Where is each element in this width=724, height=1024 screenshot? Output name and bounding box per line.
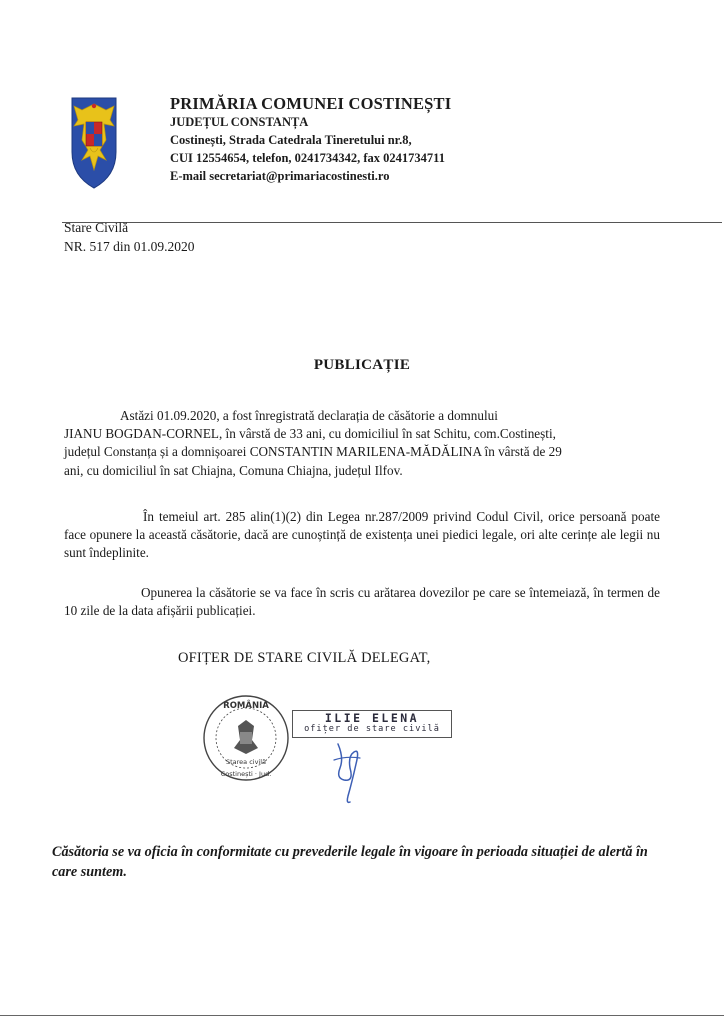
svg-text:Starea civilă: Starea civilă xyxy=(225,758,267,766)
legal-basis-paragraph xyxy=(64,508,660,563)
footer-note: Căsătoria se va oficia în conformitate cu prevederile legale în vigoare în perioada situației de alertă în care suntem. xyxy=(52,844,648,880)
stamp-role: ofițer de stare civilă xyxy=(304,724,440,734)
declaration-paragraph xyxy=(64,407,664,480)
document-title: PUBLICAȚIE xyxy=(313,357,411,373)
round-seal-icon xyxy=(200,692,292,784)
svg-text:ROMÂNIA: ROMÂNIA xyxy=(223,701,269,711)
svg-text:Costinești · Jud.: Costinești · Jud. xyxy=(220,770,272,778)
coat-of-arms-icon xyxy=(70,94,118,190)
paragraph-line: JIANU BOGDAN-CORNEL, în vârstă de 33 ani, cu domiciliul în sat Schitu, com.Costinești, xyxy=(64,426,556,442)
officer-title: OFIȚER DE STARE CIVILĂ DELEGAT, xyxy=(178,650,431,666)
institution-header xyxy=(170,94,451,185)
handwritten-signature-icon xyxy=(330,738,370,808)
institution-name: PRIMĂRIA COMUNEI COSTINEȘTI xyxy=(170,94,452,113)
page-bottom-edge xyxy=(0,1015,724,1016)
paragraph-line: Astăzi 01.09.2020, a fost înregistrată declarația de căsătorie a domnului xyxy=(120,408,498,423)
institution-email: E-mail secretariat@primariacostinesti.ro xyxy=(170,169,390,183)
opposition-text: Opunerea la căsătorie se va face în scris cu arătarea dovezilor pe care se întemeiază, în termen de 10 zile de la data afișării publicației. xyxy=(64,585,660,619)
legal-basis-text: În temeiul art. 285 alin(1)(2) din Legea nr.287/2009 privind Codul Civil, orice persoană poate face opunere la această căsătorie, dacă are cunoștință de existența unei piedici legale, ori alte cerințe ale legii nu sunt îndeplinite. xyxy=(64,509,660,561)
stamp-name: ILIE ELENA xyxy=(324,711,420,725)
paragraph-line: județul Constanța și a domnișoarei CONSTANTIN MARILENA-MĂDĂLINA în vârstă de 29 xyxy=(64,444,562,460)
institution-address: Costinești, Strada Catedrala Tineretului nr.8, xyxy=(170,133,412,147)
opposition-paragraph xyxy=(64,584,660,620)
registry-info xyxy=(64,218,195,256)
paragraph-line: ani, cu domiciliul în sat Chiajna, Comuna Chiajna, județul Ilfov. xyxy=(64,462,403,478)
institution-contact: CUI 12554654, telefon, 0241734342, fax 0241734711 xyxy=(170,151,445,165)
county-name: JUDEȚUL CONSTANȚA xyxy=(170,115,309,129)
officer-name-stamp xyxy=(292,710,452,738)
registry-number: NR. 517 din 01.09.2020 xyxy=(64,239,195,254)
registry-department: Stare Civilă xyxy=(64,220,129,235)
